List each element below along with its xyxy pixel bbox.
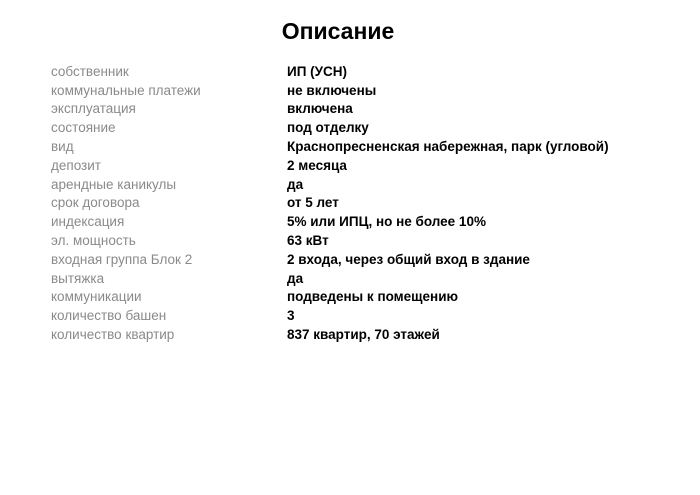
description-row-communications	[51, 288, 671, 307]
row-label: состояние	[51, 120, 116, 136]
row-label: собственник	[51, 63, 129, 79]
row-value: ИП (УСН)	[287, 63, 348, 79]
row-value: да	[287, 270, 304, 286]
row-label: эксплуатация	[51, 101, 136, 117]
row-label: входная группа Блок 2	[51, 251, 193, 267]
row-label: количество башен	[51, 308, 167, 324]
row-label: срок договора	[51, 195, 140, 211]
description-row-maintenance	[51, 100, 671, 119]
description-row-condition	[51, 118, 671, 137]
page-title: Описание	[281, 18, 395, 44]
row-label: депозит	[51, 157, 101, 173]
row-value: 837 квартир, 70 этажей	[287, 327, 440, 343]
description-row-rent-holidays	[51, 175, 671, 194]
description-row-view	[51, 137, 671, 156]
row-label: вид	[51, 139, 74, 155]
row-value: не включены	[287, 82, 377, 98]
description-row-power	[51, 231, 671, 250]
row-value: 5% или ИПЦ, но не более 10%	[287, 214, 486, 230]
row-label: арендные каникулы	[51, 176, 177, 192]
row-label: коммунальные платежи	[51, 82, 201, 98]
description-row-utilities	[51, 81, 671, 100]
row-value: 3	[287, 308, 295, 324]
description-list	[51, 62, 671, 344]
description-row-deposit	[51, 156, 671, 175]
row-value: под отделку	[287, 120, 369, 136]
row-value: да	[287, 176, 304, 192]
description-row-exhaust	[51, 269, 671, 288]
description-row-apartments	[51, 325, 671, 344]
row-value: 2 месяца	[287, 157, 347, 173]
row-value: Краснопресненская набережная, парк (угловой)	[287, 139, 609, 155]
description-row-contract-term	[51, 194, 671, 213]
description-row-indexation	[51, 212, 671, 231]
description-row-towers	[51, 306, 671, 325]
row-label: эл. мощность	[51, 233, 136, 249]
row-label: количество квартир	[51, 327, 175, 343]
description-row-entrance	[51, 250, 671, 269]
row-label: вытяжка	[51, 270, 105, 286]
row-value: 63 кВт	[287, 233, 329, 249]
row-value: от 5 лет	[287, 195, 339, 211]
row-label: индексация	[51, 214, 125, 230]
row-value: 2 входа, через общий вход в здание	[287, 251, 530, 267]
description-row-owner	[51, 62, 671, 81]
row-value: подведены к помещению	[287, 289, 459, 305]
row-label: коммуникации	[51, 289, 142, 305]
row-value: включена	[287, 101, 353, 117]
